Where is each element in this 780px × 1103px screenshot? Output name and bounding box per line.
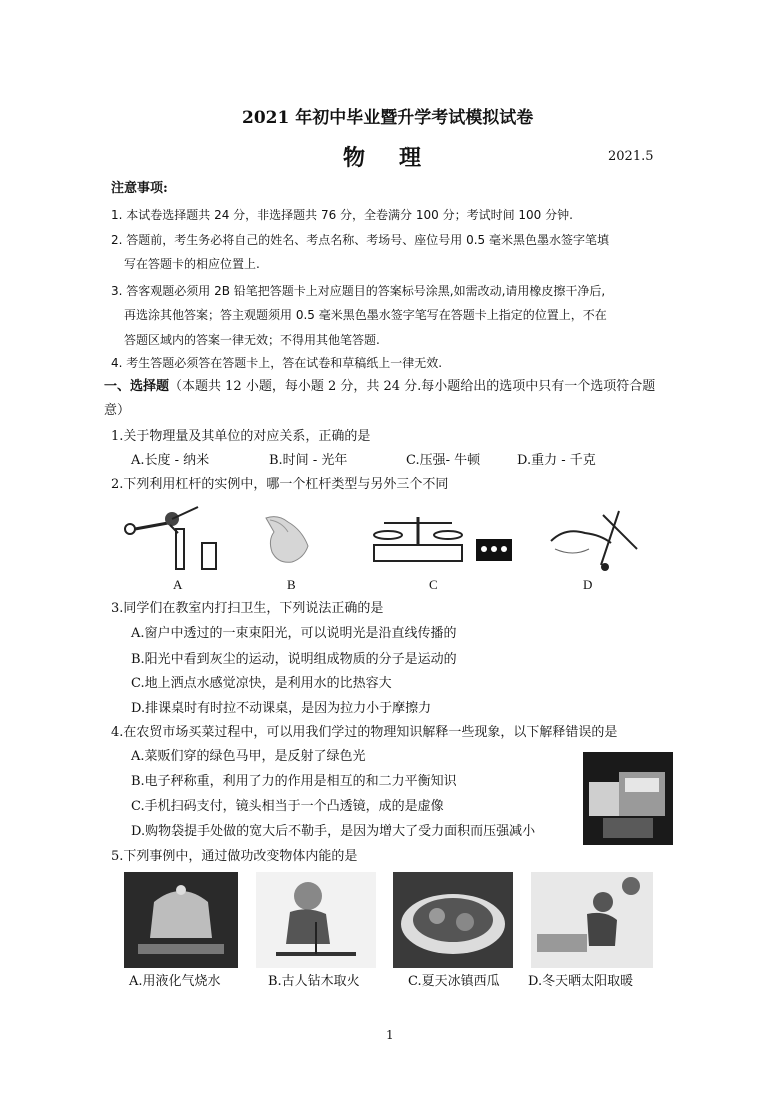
q1-option-b: B.时间 - 光年: [269, 453, 348, 468]
notice-item: 4. 考生答题必须答在答题卡上，答在试卷和草稿纸上一律无效.: [111, 356, 443, 370]
q4-option-d: D.购物袋提手处做的宽大后不勒手，是因为增大了受力面积而压强减小: [131, 824, 536, 839]
notice-item: 写在答题卡的相应位置上.: [124, 257, 260, 271]
q3-option-c: C.地上洒点水感觉凉快，是利用水的比热容大: [131, 676, 392, 691]
question-stem-3: 3.同学们在教室内打扫卫生，下列说法正确的是: [111, 601, 384, 616]
figure-label-d: D: [583, 577, 593, 592]
q1-option-a: A.长度 - 纳米: [131, 453, 210, 468]
question-stem-1: 1.关于物理量及其单位的对应关系，正确的是: [111, 429, 371, 444]
section-desc-cont: 意）: [104, 403, 131, 418]
sunbathing-warmth-photo: [531, 872, 653, 968]
notice-item: 2. 答题前，考生务必将自己的姓名、考点名称、考场号、座位号用 0.5 毫米黑色墨水签字笔填: [111, 233, 609, 247]
section-heading-line: [104, 378, 655, 396]
q3-option-d: D.排课桌时有时拉不动课桌，是因为拉力小于摩擦力: [131, 701, 432, 716]
lever-hand-figure: [258, 512, 318, 568]
section-heading: 一、选择题: [104, 379, 170, 394]
notice-item: 3. 答客观题必须用 2B 铅笔把答题卡上对应题目的答案标号涂黑,如需改动,请用橡皮擦干净后,: [111, 284, 606, 298]
iced-watermelon-photo: [393, 872, 513, 968]
q3-option-a: A.窗户中透过的一束束阳光，可以说明光是沿直线传播的: [131, 626, 457, 641]
q3-option-b: B.阳光中看到灰尘的运动，说明组成物质的分子是运动的: [131, 652, 457, 667]
question-stem-4: 4.在农贸市场买菜过程中，可以用我们学过的物理知识解释一些现象，以下解释错误的是: [111, 725, 618, 740]
question-stem-5: 5.下列事例中，通过做功改变物体内能的是: [111, 849, 358, 864]
gas-stove-kettle-photo: [124, 872, 238, 968]
section-desc: （本题共 12 小题，每小题 2 分，共 24 分.每小题给出的选项中只有一个选项符合题: [169, 379, 656, 394]
lever-pump-figure: [120, 503, 220, 575]
notice-item: 答题区域内的答案一律无效；不得用其他笔答题.: [124, 333, 380, 347]
notice-heading: 注意事项:: [111, 181, 168, 196]
subject-title: 物理: [343, 145, 456, 171]
q5-option-d: D.冬天晒太阳取暖: [528, 974, 634, 989]
figure-label-a: A: [173, 577, 183, 592]
q4-option-c: C.手机扫码支付，镜头相当于一个凸透镜，成的是虚像: [131, 799, 444, 814]
exam-title: 2021 年初中毕业暨升学考试模拟试卷: [242, 108, 534, 128]
q1-option-d: D.重力 - 千克: [517, 453, 596, 468]
q4-option-a: A.菜贩们穿的绿色马甲，是反射了绿色光: [131, 749, 366, 764]
balance-scale-figure: [368, 505, 518, 570]
page-number: 1: [386, 1028, 394, 1042]
q5-option-b: B.古人钻木取火: [268, 974, 360, 989]
figure-label-b: B: [287, 577, 296, 592]
exam-date: 2021.5: [608, 149, 654, 164]
electronic-scale-photo: [583, 752, 673, 845]
drilling-wood-fire-photo: [256, 872, 376, 968]
figure-label-c: C: [429, 577, 438, 592]
q5-option-a: A.用液化气烧水: [129, 974, 221, 989]
notice-item: 再选涂其他答案；答主观题须用 0.5 毫米黑色墨水签字笔写在答题卡上指定的位置上，不在: [124, 308, 607, 322]
scissors-figure: [545, 505, 655, 573]
q1-option-c: C.压强- 牛顿: [406, 453, 481, 468]
q4-option-b: B.电子秤称重，利用了力的作用是相互的和二力平衡知识: [131, 774, 457, 789]
notice-item: 1. 本试卷选择题共 24 分，非选择题共 76 分，全卷满分 100 分；考试时间 100 分钟.: [111, 208, 573, 222]
question-stem-2: 2.下列利用杠杆的实例中，哪一个杠杆类型与另外三个不同: [111, 477, 449, 492]
q5-option-c: C.夏天冰镇西瓜: [408, 974, 500, 989]
